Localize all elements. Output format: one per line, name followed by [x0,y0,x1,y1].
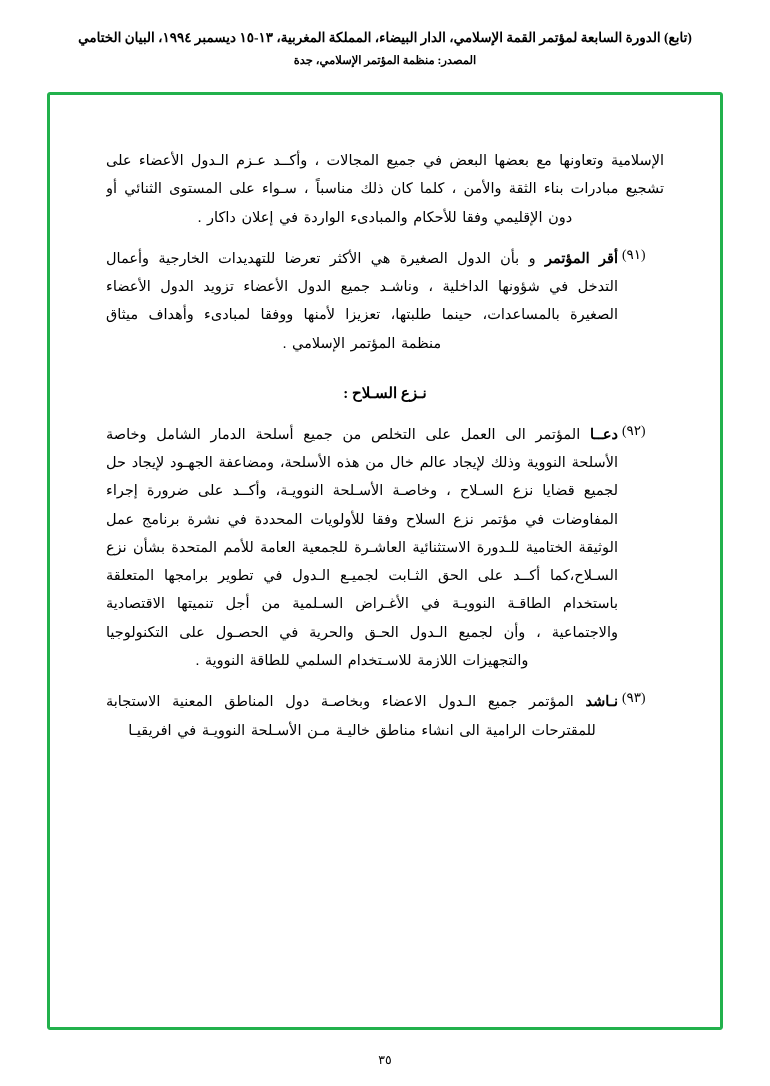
content-area [106,147,664,1017]
paragraph-93 [106,688,664,745]
paragraph-body [106,421,618,675]
header-source-line: المصدر: منظمة المؤتمر الإسلامي، جدة [293,55,477,68]
header-title-line: (تابع) الدورة السابعة لمؤتمر القمة الإسلامي، الدار البيضاء، المملكة المغربية، ١٣-١٥ ديسمبر ١٩٩٤، البيان الختامي [78,30,692,45]
content-frame [47,92,723,1030]
paragraph-91 [106,245,664,358]
page-header [0,0,770,71]
paragraph-text: الإسلامية وتعاونها مع بعضها البعض في جميع المجالات ، وأكــد عـزم الـدول الأعضاء على تشجيع مبادرات بناء الثقة والأمن ، كلما كان ذلك مناسباً ، سـواء على المستوى الثنائي أو دون الإقليمي وفقا للأحكام والمبادىء الواردة في إعلان داكار . [106,153,664,226]
paragraph-92 [106,421,664,675]
page-footer [0,1052,770,1068]
paragraph-text: المؤتمر جميع الـدول الاعضاء وبخاصـة دول المناطق المعنية الاستجابة للمقترحات الرامية الى انشاء مناطق خاليـة مـن الأسـلحة النوويـة في افريقيـا [106,694,596,739]
paragraph-lead: نـاشد [585,694,618,711]
paragraph-lead: أقر المؤتمر [544,250,618,267]
paragraph-body [106,245,618,358]
paragraph-body [106,688,618,745]
paragraph-number: (٩٣) [622,690,646,706]
paragraph-text: المؤتمر الى العمل على التخلص من جميع أسلحة الدمار الشامل وخاصة الأسلحة النووية وذلك لإيجاد عالم خال من هذه الأسلحة، ومضاعفة الجهـود لإيجاد حل لجميع قضايا نزع السـلاح ، وخاصـة الأسـلحة النوويـة، وأكــد على ضرورة إجراء المفاوضات في مؤتمر نزع السلاح وفقا للأولويات المحددة في نشرة برنامج عمل الوثيقة الختامية للـدورة الاستثنائية العاشـرة للجمعية العامة للأمم المتحدة بشأن نزع السـلاح،كما أكــد على الحق الثـابت لجميـع الـدول في تطوير برامجها المتعلقة باستخدام الطاقـة النوويـة في الأغـراض السـلمية من أجل تنميتها الاقتصادية والاجتماعية ، وأن لجميع الـدول الحـق والحرية في الحصـول على التكنولوجيا والتجهيزات اللازمة للاسـتخدام السلمي للطاقة النووية . [106,426,618,669]
paragraph-number: (٩١) [622,246,646,262]
page-number: ٣٥ [378,1053,392,1067]
paragraph-text: و بأن الدول الصغيرة هي الأكثر تعرضا للتهديدات الخارجية وأعمال التدخل في شؤونها الداخلية ، وناشـد جميع الدول الأعضاء تزويد الدول الأعضاء الصغيرة بالمساعدات، حينما طلبتها، تعزيزا لأمنها ووفقا لمبادىء وأهداف ميثاق منظمة المؤتمر الإسلامي . [106,250,618,352]
paragraph-number: (٩٢) [622,422,646,438]
paragraph-lead: دعــا [589,426,618,443]
paragraph-continuation [106,147,664,232]
section-title-disarmament: نـزع السـلاح : [343,385,427,402]
